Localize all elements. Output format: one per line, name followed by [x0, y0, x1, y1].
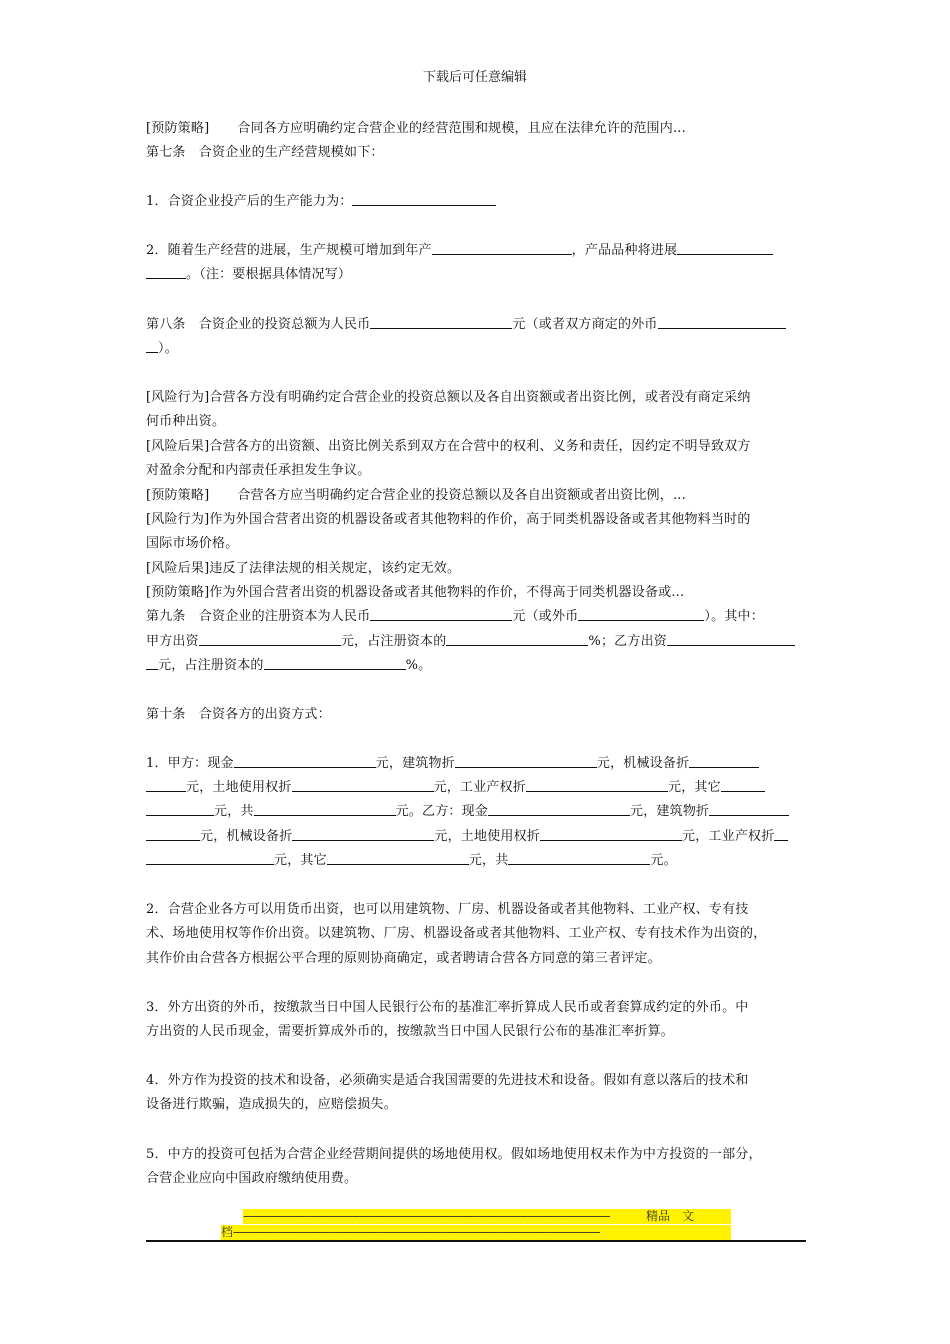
blank-field[interactable]: [234, 755, 376, 768]
text-line: [预防策略] 合同各方应明确约定合营企业的经营范围和规模，且应在法律允许的范围内...: [146, 121, 686, 136]
page-header: 下载后可任意编辑: [422, 70, 527, 85]
blank-field[interactable]: [146, 852, 274, 865]
text-line: [预防策略] 合营各方应当明确约定合营企业的投资总额以及各自出资额或者出资比例，...: [146, 488, 686, 503]
text-line: 国际市场价格。: [146, 536, 239, 551]
article-9-line: 第九条 合资企业的注册资本为人民币 元（或外币 ）。其中：: [146, 609, 764, 624]
text-line: 甲方出资 元，占注册资本的 %；乙方出资: [146, 630, 795, 649]
blank-field[interactable]: [292, 828, 434, 841]
blank-field[interactable]: [540, 828, 682, 841]
blank-field[interactable]: [370, 316, 512, 329]
text-line: 方出资的人民币现金，需要折算成外币的，按缴款当日中国人民银行公布的基准汇率折算。: [146, 1024, 675, 1039]
article-8-line: 第八条 合资企业的投资总额为人民币 元（或者双方商定的外币: [146, 313, 786, 332]
blank-field[interactable]: [432, 242, 572, 255]
text-line: [风险行为]合营各方没有明确约定合营企业的投资总额以及各自出资额或者出资比例，或者没有商定采纳: [146, 390, 751, 405]
text-line: [预防策略]作为外国合营者出资的机器设备或者其他物料的作价，不得高于同类机器设备或...: [146, 585, 685, 600]
footer-highlight-line-1: ------------------------------------------------------------------------------------------------------------------------ 精品 文: [243, 1209, 731, 1224]
text-line: [风险后果]违反了法律法规的相关规定，该约定无效。: [146, 561, 461, 576]
text-line: 1．甲方：现金 元，建筑物折 元，机械设备折: [146, 752, 759, 771]
text-line: 元，占注册资本的 %。: [146, 654, 431, 673]
blank-field[interactable]: [352, 193, 496, 206]
blank-field[interactable]: [146, 657, 158, 670]
text-line: 5．中方的投资可包括为合营企业经营期间提供的场地使用权。假如场地使用权未作为中方投资的一部分，: [146, 1147, 762, 1162]
blank-field[interactable]: [667, 633, 795, 646]
text-line: 术、场地使用权等作价出资。以建筑物、厂房、机器设备或者其他物料、工业产权、专有技术作为出资的，: [146, 926, 767, 941]
blank-field[interactable]: [526, 779, 668, 792]
blank-field[interactable]: [146, 779, 186, 792]
blank-field[interactable]: [709, 803, 789, 816]
blank-field[interactable]: [254, 803, 396, 816]
blank-field[interactable]: [370, 608, 512, 621]
text-line: 2．随着生产经营的进展，生产规模可增加到年产 ，产品品种将进展: [146, 239, 773, 258]
text-line: [风险后果]合营各方的出资额、出资比例关系到双方在合营中的权利、义务和责任，因约定不明导致双方: [146, 439, 751, 454]
text-line: 对盈余分配和内部责任承担发生争议。: [146, 463, 371, 478]
text-line: 元，其它 元，共 元。: [146, 849, 677, 868]
blank-field[interactable]: [199, 633, 341, 646]
blank-field[interactable]: [264, 657, 406, 670]
text-line: 元，机械设备折 元，土地使用权折 元，工业产权折: [146, 825, 788, 844]
text-line: 其作价由合营各方根据公平合理的原则协商确定，或者聘请合营各方同意的第三者评定。: [146, 951, 661, 966]
blank-field[interactable]: [146, 266, 186, 279]
blank-field[interactable]: [146, 340, 158, 353]
article-7-heading: 第七条 合资企业的生产经营规模如下：: [146, 145, 384, 160]
blank-field[interactable]: [774, 828, 788, 841]
blank-field[interactable]: [446, 633, 588, 646]
blank-field[interactable]: [327, 852, 469, 865]
text-line: 元，土地使用权折 元，工业产权折 元，其它: [146, 776, 765, 795]
text-line: 3．外方出资的外币，按缴款当日中国人民银行公布的基准汇率折算成人民币或者套算成约定的外币。中: [146, 1000, 749, 1015]
footer-highlight-line-2: 档------------------------------------------------------------------------------------------------------------------------: [221, 1225, 731, 1240]
blank-field[interactable]: [508, 852, 650, 865]
blank-field[interactable]: [488, 803, 630, 816]
text-line: 设备进行欺骗，造成损失的，应赔偿损失。: [146, 1097, 397, 1112]
blank-field[interactable]: [721, 779, 765, 792]
text-line: 。（注：要根据具体情况写）: [146, 263, 351, 282]
text-line: [风险行为]作为外国合营者出资的机器设备或者其他物料的作价，高于同类机器设备或者其他物料当时的: [146, 512, 751, 527]
text-line: 4．外方作为投资的技术和设备，必须确实是适合我国需要的先进技术和设备。假如有意以落后的技术和: [146, 1073, 749, 1088]
text-line: 何币种出资。: [146, 414, 226, 429]
blank-field[interactable]: [677, 242, 773, 255]
footer-rule: [146, 1240, 806, 1242]
text-line: ）。: [146, 337, 178, 356]
blank-field[interactable]: [658, 316, 786, 329]
text-line: 2．合营企业各方可以用货币出资，也可以用建筑物、厂房、机器设备或者其他物料、工业产权、专有技: [146, 902, 749, 917]
text-line: 合营企业应向中国政府缴纳使用费。: [146, 1171, 358, 1186]
text-line: 元，共 元。乙方：现金 元，建筑物折: [146, 800, 789, 819]
blank-field[interactable]: [146, 803, 214, 816]
blank-field[interactable]: [689, 755, 759, 768]
blank-field[interactable]: [455, 755, 597, 768]
article-10-heading: 第十条 合资各方的出资方式：: [146, 707, 331, 722]
text-line: 1．合资企业投产后的生产能力为：: [146, 190, 496, 209]
blank-field[interactable]: [578, 608, 704, 621]
blank-field[interactable]: [146, 828, 200, 841]
blank-field[interactable]: [292, 779, 434, 792]
